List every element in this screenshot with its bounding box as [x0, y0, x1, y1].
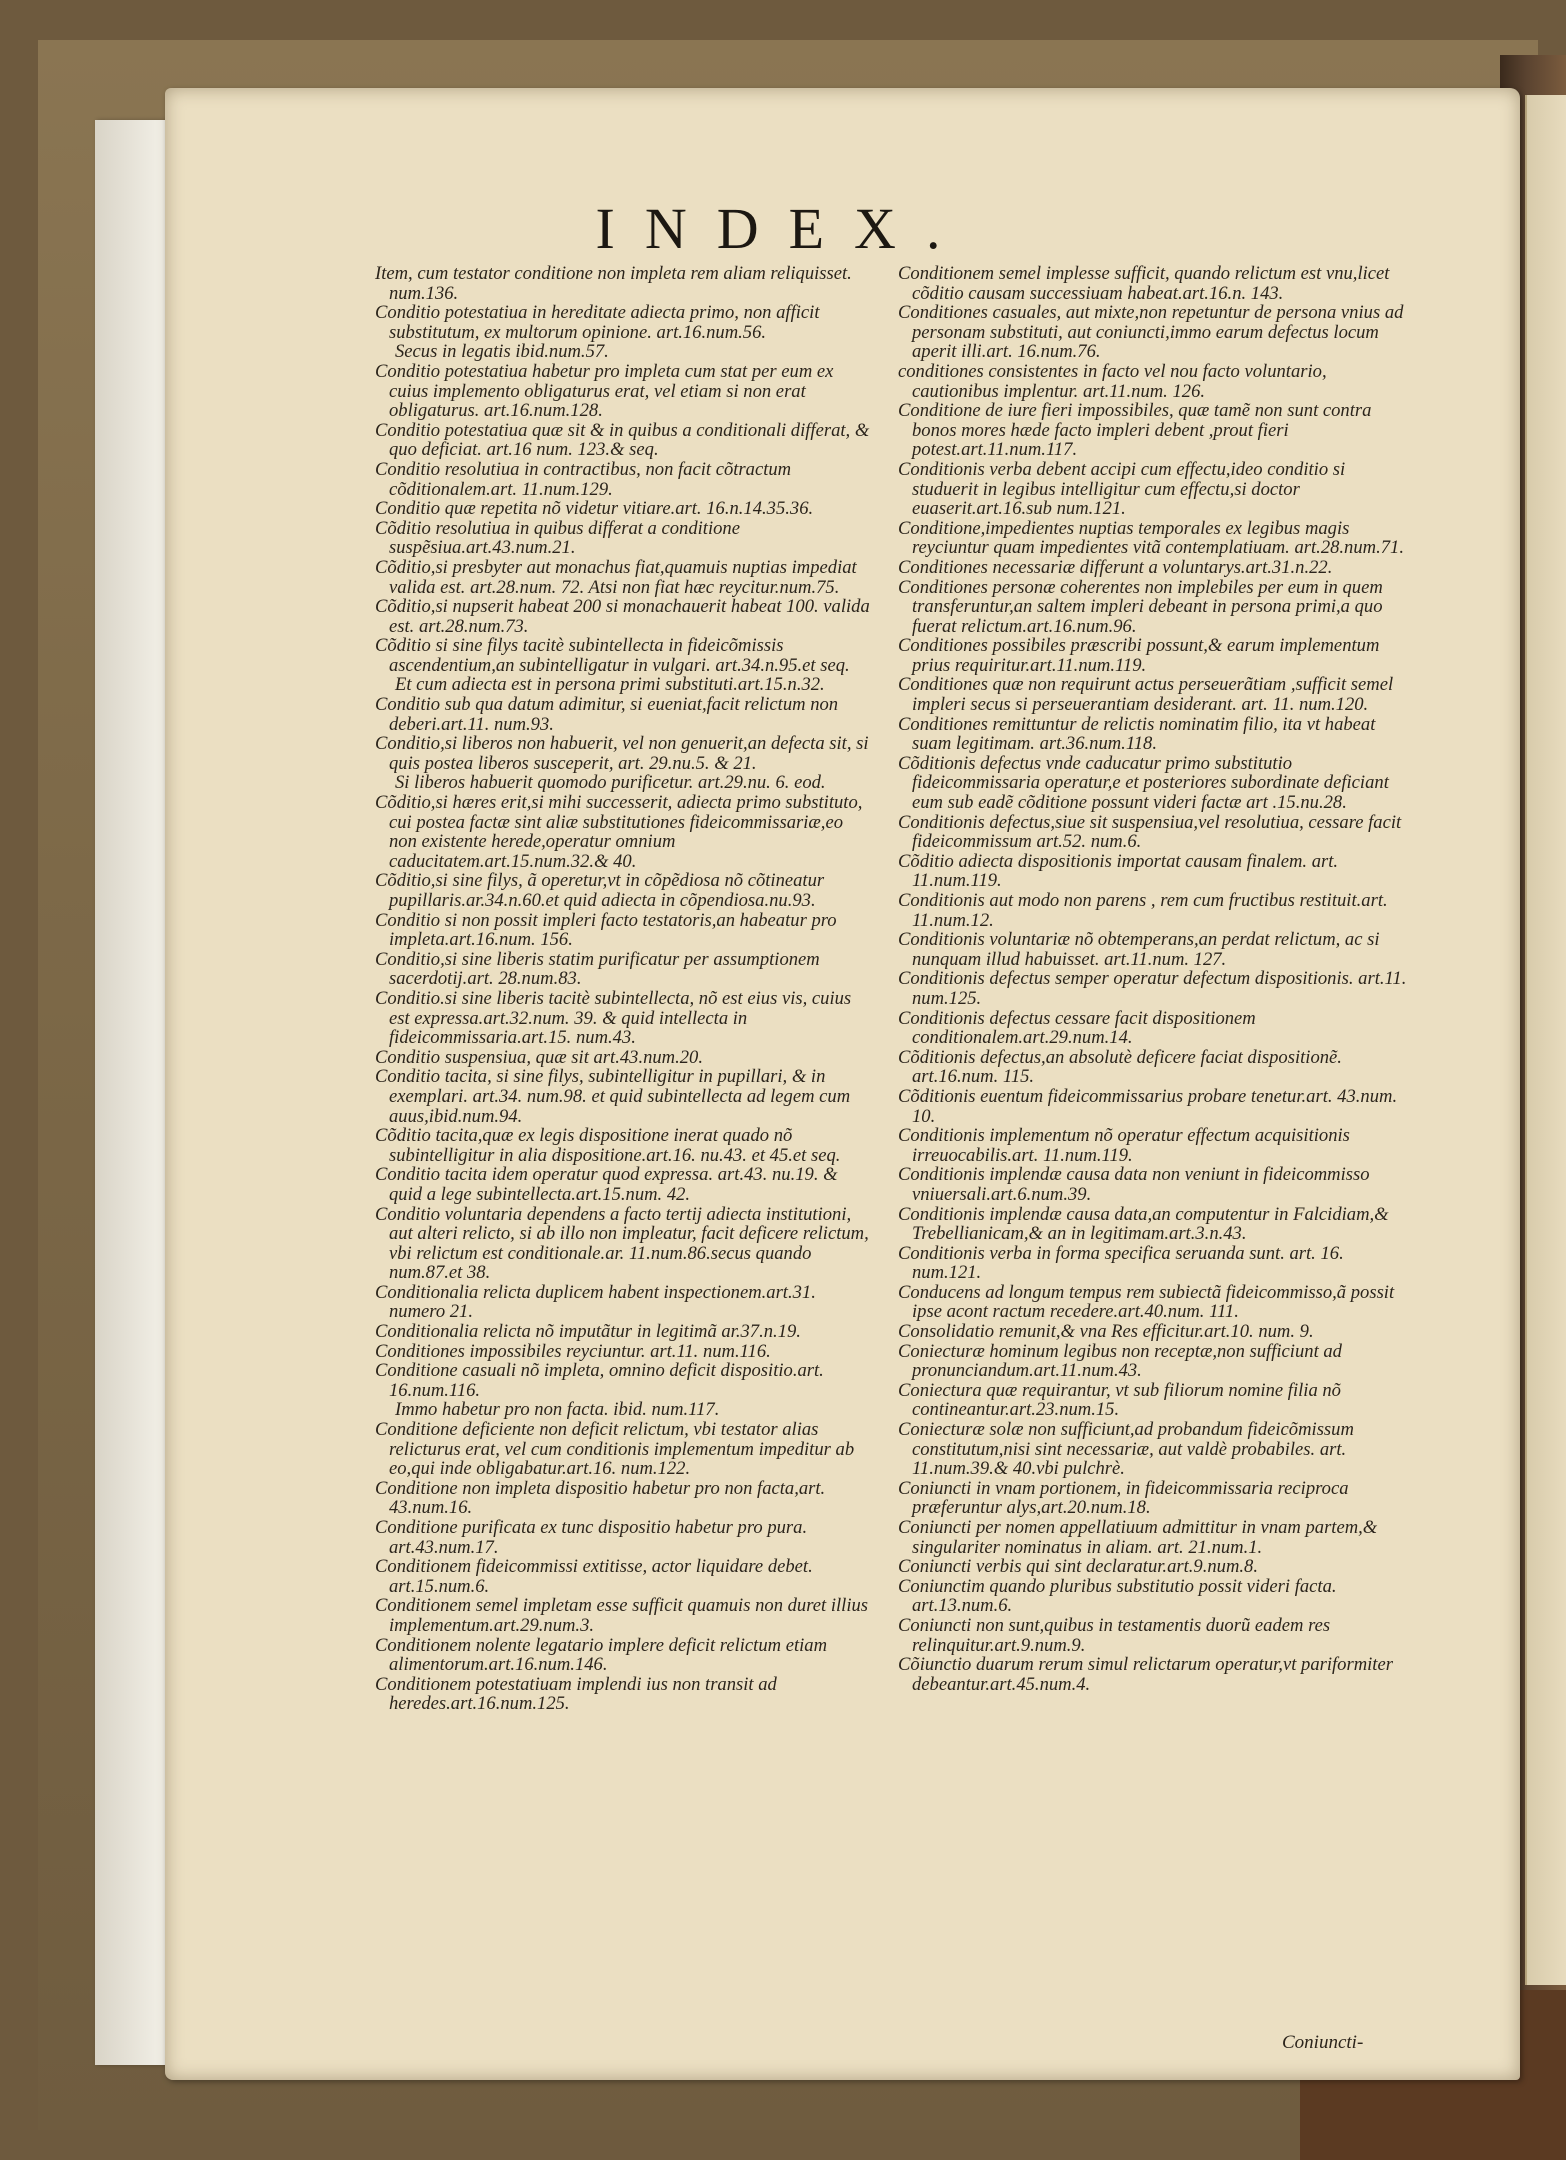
index-entry: Conditione de iure fieri impossibiles, quæ tamẽ non sunt contra bonos mores hæde facto impleri debent ,prout fieri potest.art.11.num.117. — [898, 400, 1372, 461]
index-entry: Conditionis aut modo non parens , rem cum fructibus restituit.art. 11.num.12. — [898, 890, 1388, 931]
index-entry: Coniuncti in vnam portionem, in fideicommissaria reciproca præferuntur alys,art.20.num.18. — [898, 1477, 1349, 1519]
index-entry: Conditiones possibiles præscribi possunt,& earum implementum prius requiritur.art.11.num.119. — [898, 635, 1380, 676]
index-entry: Cõditio tacita,quæ ex legis dispositione inerat quado nõ subintelligitur in alia dispositione.art.16. nu.43. et 45.et seq. — [375, 1125, 841, 1166]
index-entry: Cõditio,si sine filys, ã operetur,vt in cõpẽdiosa nõ cõtineatur pupillaris.ar.34.n.60.et quid adiecta in cõpendiosa.nu.93. — [375, 870, 825, 911]
index-entry: Cõditio,si presbyter aut monachus fiat,quamuis nuptias impediat valida est. art.28.num. 72. Atsi non fiat hæc reycitur.num.75. — [375, 556, 857, 598]
index-entry: Cõditio,si hæres erit,si mihi successerit, adiecta primo substituto, cui postea factæ sint aliæ substitutiones fideicommissariæ,eo non existente herede,operatur omnium caducitatem.art.15.num.32.& 40. — [375, 792, 863, 872]
index-entry: Coniuncti per nomen appellatiuum admittitur in vnam partem,& singulariter nominatus in aliam. art. 21.num.1. — [898, 1517, 1378, 1558]
index-entry: conditiones consistentes in facto vel nou facto voluntario, cautionibus implentur. art.11.num. 126. — [898, 360, 1327, 402]
index-entry: Conditionem semel implesse sufficit, quando relictum est vnu,licet cõditio causam successiuam habeat.art.16.n. 143. — [898, 263, 1390, 304]
index-entry: Conditiones personæ coherentes non implebiles per eum in quem transferuntur,an saltem impleri debeant in persona primi,a quo fuerat relictum.art.16.num.96. — [898, 576, 1383, 637]
index-entry: Conditione casuali nõ impleta, omnino deficit dispositio.art. 16.num.116. — [375, 1360, 824, 1401]
index-entry: Immo habetur pro non facta. ibid. num.117. — [395, 1399, 720, 1421]
index-entry: Cõditio resolutiua in quibus differat a conditione suspẽsiua.art.43.num.21. — [375, 517, 740, 559]
index-entry: Conditionalia relicta nõ imputãtur in legitimã ar.37.n.19. — [375, 1321, 801, 1343]
index-entry: Conditione non impleta dispositio habetur pro non facta,art. 43.num.16. — [375, 1477, 826, 1519]
index-entry: Conditiones casuales, aut mixte,non repetuntur de persona vnius ad personam substituti, aut coniuncti,immo earum defectus locum aperit illi.art. 16.num.76. — [898, 302, 1404, 363]
index-entry: Cõiunctio duarum rerum simul relictarum operatur,vt pariformiter debeantur.art.45.num.4. — [898, 1654, 1393, 1695]
index-entry: Conditionis implendæ causa data non veniunt in fideicommisso vniuersali.art.6.num.39. — [898, 1164, 1370, 1205]
index-entry: Coniecturæ hominum legibus non receptæ,non sufficiunt ad pronunciandum.art.11.num.43. — [898, 1340, 1342, 1382]
index-entry: Conditio tacita, si sine filys, subintelligitur in pupillari, & in exemplari. art.34. num.98. et quid subintellecta ad legem cum auus,ibid.num.94. — [375, 1066, 851, 1127]
index-entry: Coniectura quæ requirantur, vt sub filiorum nomine filia nõ contineantur.art.23.num.15. — [898, 1379, 1341, 1421]
index-entry: Cõditionis defectus vnde caducatur primo substitutio fideicommissaria operatur,e et posteriores subordinate deficiant eum sub eadẽ cõditione possunt videri factæ art .15.nu.28. — [898, 752, 1389, 814]
index-entry: Conditio suspensiua, quæ sit art.43.num.20. — [375, 1046, 704, 1068]
index-entry: Conditionis verba in forma specifica seruanda sunt. art. 16. num.121. — [898, 1242, 1344, 1284]
index-entry: Conditio resolutiua in contractibus, non facit cõtractum cõditionalem.art. 11.num.129. — [375, 458, 792, 500]
index-entry: Coniecturæ solæ non sufficiunt,ad probandum fideicõmissum constitutum,nisi sint necessariæ, aut valdè probabiles. art. 11.num.39.& 40.vbi pulchrè. — [898, 1419, 1354, 1480]
index-entry: Cõditionis defectus,an absolutè deficere faciat dispositionẽ. art.16.num. 115. — [898, 1046, 1342, 1088]
index-entry: Item, cum testator conditione non impleta rem aliam reliquisset. num.136. — [375, 263, 852, 304]
index-entry: Conditionis defectus cessare facit dispositionem conditionalem.art.29.num.14. — [898, 1007, 1256, 1049]
index-entry: Conditionis implementum nõ operatur effectum acquisitionis irreuocabilis.art. 11.num.119. — [898, 1125, 1350, 1166]
index-entry: Secus in legatis ibid.num.57. — [395, 341, 609, 363]
index-entry: Conditionis defectus,siue sit suspensiua,vel resolutiua, cessare facit fideicommissum art.52. num.6. — [898, 811, 1402, 853]
page-title: INDEX. — [595, 196, 971, 261]
index-entry: Conditionalia relicta duplicem habent inspectionem.art.31. numero 21. — [375, 1281, 816, 1323]
index-entry: Conditione purificata ex tunc dispositio habetur pro pura. art.43.num.17. — [375, 1517, 808, 1558]
index-entry: Cõditio adiecta dispositionis importat causam finalem. art. 11.num.119. — [898, 850, 1339, 892]
index-column-left — [375, 264, 875, 1714]
index-entry: Conditione deficiente non deficit relictum, vbi testator alias relicturus erat, vel cum conditionis implementum impeditur ab eo,qui inde obligabatur.art.16. num.122. — [375, 1419, 855, 1480]
index-entry: Cõditio si sine filys tacitè subintellecta in fideicõmissis ascendentium,an subintelligatur in vulgari. art.34.n.95.et seq. — [375, 635, 850, 676]
index-entry: Conditio potestatiua habetur pro impleta cum stat per eum ex cuius implemento obligaturus erat, vel etiam si non erat obligaturus. art.16.num.128. — [375, 360, 834, 422]
index-entry: Conditionis implendæ causa data,an computentur in Falcidiam,& Trebellianicam,& an in legitimam.art.3.n.43. — [898, 1203, 1389, 1245]
index-entry: Cõditionis euentum fideicommissarius probare tenetur.art. 43.num. 10. — [898, 1085, 1398, 1127]
index-entry: Conducens ad longum tempus rem subiectã fideicommisso,ã possit ipse acont ractum recedere.art.40.num. 111. — [898, 1281, 1395, 1323]
index-entry: Conditio potestatiua in hereditate adiecta primo, non afficit substitutum, ex multorum opinione. art.16.num.56. — [375, 302, 820, 343]
index-entry: Et cum adiecta est in persona primi substituti.art.15.n.32. — [395, 674, 825, 696]
index-entry: Conditionis verba debent accipi cum effectu,ideo conditio si studuerit in legibus intelligitur cum effectu,si doctor euaserit.art.16.sub num.121. — [898, 458, 1346, 520]
index-entry: Consolidatio remunit,& vna Res efficitur.art.10. num. 9. — [898, 1321, 1314, 1343]
index-entry: Conditio tacita idem operatur quod expressa. art.43. nu.19. & quid a lege subintellecta.art.15.num. 42. — [375, 1164, 838, 1205]
index-entry: Conditio quæ repetita nõ videtur vitiare.art. 16.n.14.35.36. — [375, 498, 814, 520]
index-entry: Conditionis defectus semper operatur defectum dispositionis. art.11. num.125. — [898, 968, 1407, 1009]
index-entry: Conditione,impedientes nuptias temporales ex legibus magis reyciuntur quam impedientes vitã contemplatiuam. art.28.num.71. — [898, 517, 1404, 559]
index-entry: Conditionem fideicommissi extitisse, actor liquidare debet. art.15.num.6. — [375, 1556, 813, 1597]
index-entry: Conditio,si sine liberis statim purificatur per assumptionem sacerdotij.art. 28.num.83. — [375, 948, 820, 990]
index-entry: Coniuncti non sunt,quibus in testamentis duorũ eadem res relinquitur.art.9.num.9. — [898, 1614, 1331, 1656]
index-entry: Si liberos habuerit quomodo purificetur. art.29.nu. 6. eod. — [395, 772, 826, 794]
index-entry: Conditionem potestatiuam implendi ius non transit ad heredes.art.16.num.125. — [375, 1673, 777, 1715]
catchword: Coniuncti- — [1282, 2032, 1364, 2053]
index-entry: Conditiones quæ non requirunt actus perseuerãtiam ,sufficit semel impleri secus si perseuerantiam desiderant. art. 11. num.120. — [898, 674, 1394, 716]
index-entry: Cõditio,si nupserit habeat 200 si monachauerit habeat 100. valida est. art.28.num.73. — [375, 596, 870, 637]
index-entry: Conditio sub qua datum adimitur, si eueniat,facit relictum non deberi.art.11. num.93. — [375, 694, 839, 735]
index-entry: Conditio,si liberos non habuerit, vel non genuerit,an defecta sit, si quis postea liberos susceperit, art. 29.nu.5. & 21. — [375, 733, 869, 774]
index-entry: Conditio si non possit impleri facto testatoris,an habeatur pro impleta.art.16.num. 156. — [375, 909, 837, 951]
index-column-right — [898, 264, 1410, 1694]
index-entry: Conditio potestatiua quæ sit & in quibus a conditionali differat, & quo deficiat. art.16 num. 123.& seq. — [375, 419, 870, 461]
index-entry: Conditiones remittuntur de relictis nominatim filio, ita vt habeat suam legitimam. art.36.num.118. — [898, 713, 1376, 755]
index-entry: Coniunctim quando pluribus substitutio possit videri facta. art.13.num.6. — [898, 1575, 1337, 1617]
index-entry: Conditionem semel impletam esse sufficit quamuis non duret illius implementum.art.29.num.3. — [375, 1595, 869, 1636]
index-entry: Coniuncti verbis qui sint declaratur.art.9.num.8. — [898, 1556, 1258, 1578]
index-entry: Conditio.si sine liberis tacitè subintellecta, nõ est eius vis, cuius est expressa.art.32.num. 39. & quid intellecta in fideicommissaria.art.15. num.43. — [375, 987, 852, 1049]
facing-page-edge — [1525, 95, 1566, 1985]
index-entry: Conditionem nolente legatario implere deficit relictum etiam alimentorum.art.16.num.146. — [375, 1634, 828, 1676]
index-entry: Conditiones necessariæ differunt a voluntarys.art.31.n.22. — [898, 556, 1333, 578]
index-entry: Conditio voluntaria dependens a facto tertij adiecta institutioni, aut alteri relicto, si ab illo non impleatur, facit deficere relictum, vbi relictum est conditionale.ar. 11.num.86.secus quando num.87.et 38. — [375, 1203, 869, 1284]
index-entry: Conditionis voluntariæ nõ obtemperans,an perdat relictum, ac si nunquam illud habuisset. art.11.num. 127. — [898, 929, 1380, 970]
index-entry: Conditiones impossibiles reyciuntur. art.11. num.116. — [375, 1340, 771, 1362]
